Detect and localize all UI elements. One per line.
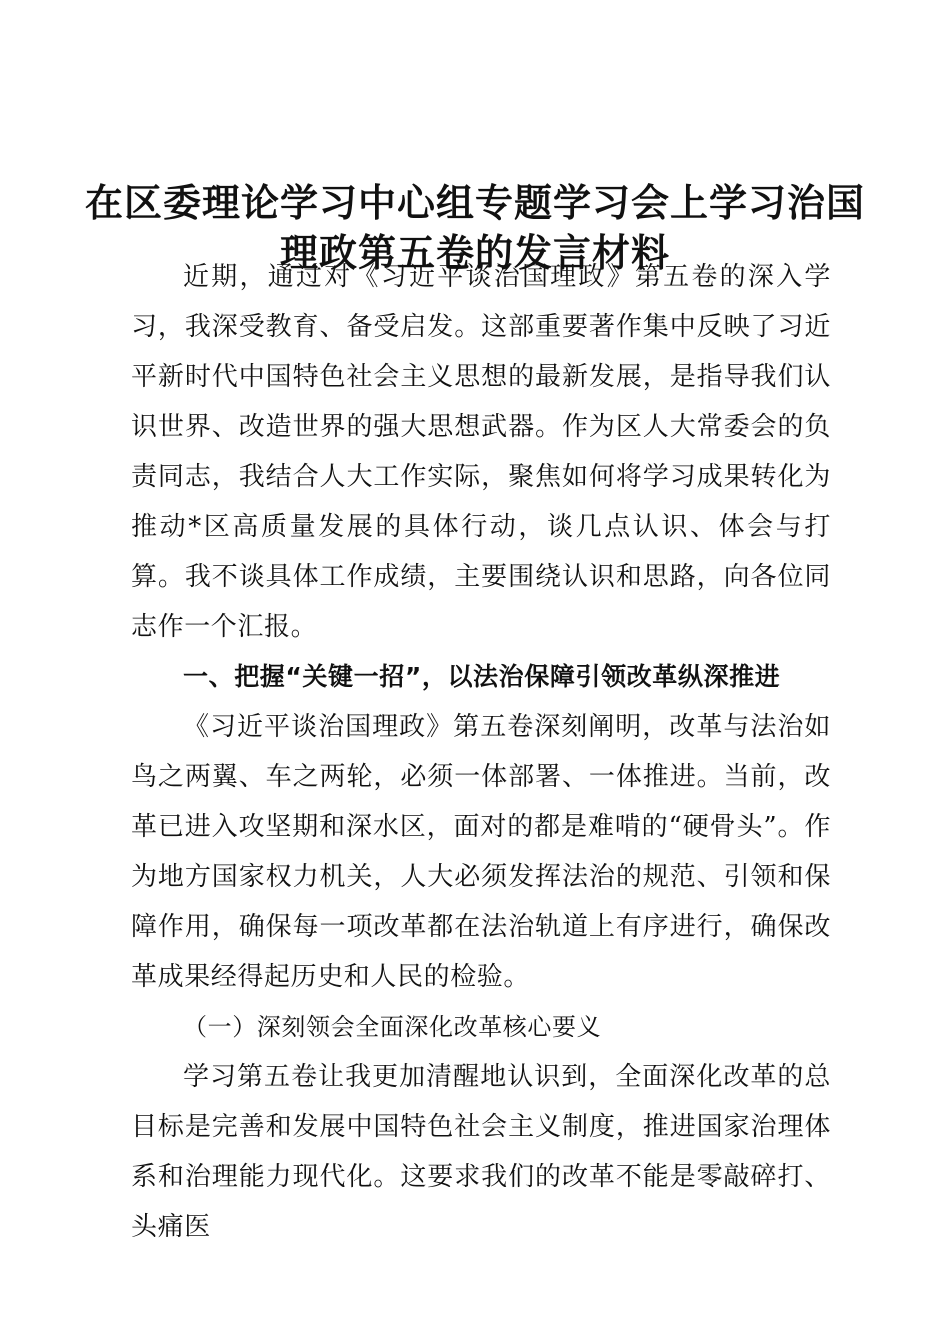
subsection-1-heading: （一）深刻领会全面深化改革核心要义 <box>183 1013 602 1041</box>
document-body <box>131 252 831 1252</box>
section-1-paragraph: 《习近平谈治国理政》第五卷深刻阐明，改革与法治如鸟之两翼、车之两轮，必须一体部署、一体推进。当前，改革已进入攻坚期和深水区，面对的都是难啃的“硬骨头”。作为地方国家权力机关，人大必须发挥法治的规范、引领和保障作用，确保每一项改革都在法治轨道上有序进行，确保改革成果经得起历史和人民的检验。 <box>131 712 831 992</box>
intro-paragraph: 近期，通过对《习近平谈治国理政》第五卷的深入学习，我深受教育、备受启发。这部重要著作集中反映了习近平新时代中国特色社会主义思想的最新发展，是指导我们认识世界、改造世界的强大思想武器。作为区人大常委会的负责同志，我结合人大工作实际，聚焦如何将学习成果转化为推动*区高质量发展的具体行动，谈几点认识、体会与打算。我不谈具体工作成绩，主要围绕认识和思路，向各位同志作一个汇报。 <box>131 262 831 642</box>
title-line-1: 在区委理论学习中心组专题学习会上学习治国 <box>84 180 865 225</box>
subsection-1-paragraph: 学习第五卷让我更加清醒地认识到，全面深化改革的总目标是完善和发展中国特色社会主义制度，推进国家治理体系和治理能力现代化。这要求我们的改革不能是零敲碎打、头痛医 <box>131 1062 831 1242</box>
section-1-heading: 一、把握“关键一招”，以法治保障引领改革纵深推进 <box>183 662 781 691</box>
title-line-2: 理政第五卷的发言材料 <box>279 230 670 275</box>
